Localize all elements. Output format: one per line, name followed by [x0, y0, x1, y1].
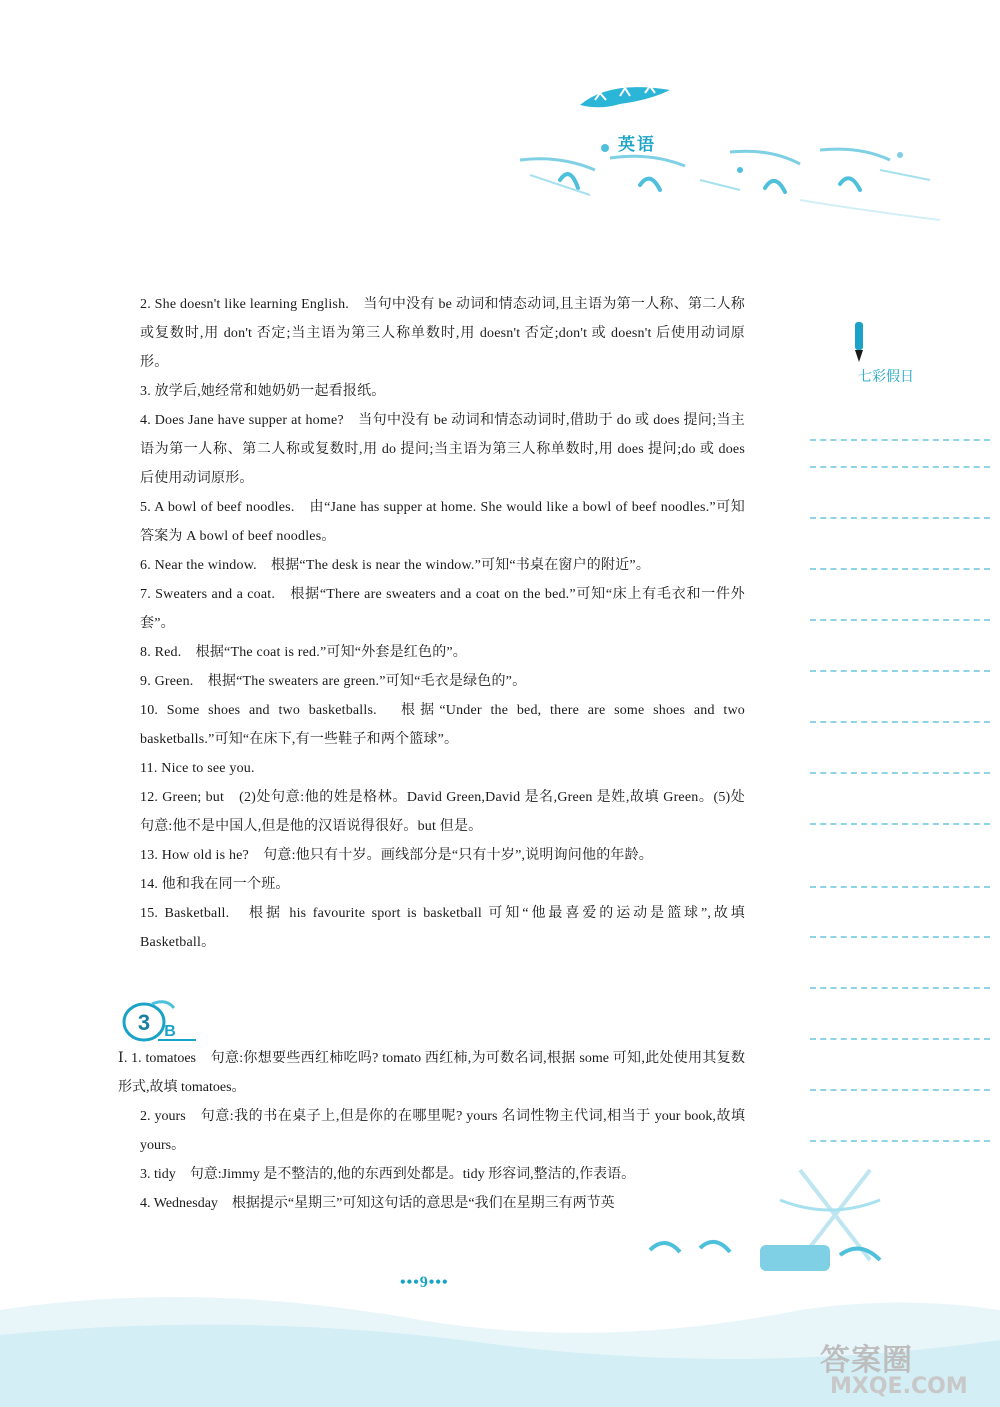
note-line	[810, 772, 990, 774]
section-badge	[118, 996, 198, 1044]
answer-item: 10. Some shoes and two basketballs. 根据“Under the bed, there are some shoes and two basketballs.”可知“在床下,有一些鞋子和两个篮球”。	[140, 703, 745, 747]
note-line	[810, 1089, 990, 1091]
note-line	[810, 1038, 990, 1040]
answer-item: Ⅰ. 1. tomatoes 句意:你想要些西红柿吃吗? tomato 西红柿,为可数名词,根据 some 可知,此处使用其复数形式,故填 tomatoes。	[118, 1051, 745, 1095]
answer-item: 8. Red. 根据“The coat is red.”可知“外套是红色的”。	[140, 645, 468, 660]
sidebar-label: 七彩假日	[858, 369, 914, 385]
note-line	[810, 721, 990, 723]
answer-item: 6. Near the window. 根据“The desk is near the window.”可知“书桌在窗户的附近”。	[140, 558, 651, 573]
section-letter: B	[164, 1023, 176, 1040]
note-line	[810, 886, 990, 888]
answer-item: 11. Nice to see you.	[140, 761, 255, 776]
header-decoration	[500, 60, 970, 230]
note-line	[810, 568, 990, 570]
page-number: •••9•••	[400, 1274, 449, 1291]
answer-item: 9. Green. 根据“The sweaters are green.”可知“毛衣是绿色的”。	[140, 674, 527, 689]
answer-list	[140, 290, 745, 957]
answer-item: 7. Sweaters and a coat. 根据“There are sweaters and a coat on the bed.”可知“床上有毛衣和一件外套”。	[140, 587, 745, 631]
answer-item: 15. Basketball. 根据 his favourite sport is basketball 可知“他最喜爱的运动是篮球”,故填 Basketball。	[140, 906, 745, 950]
answer-item: 3. tidy 句意:Jimmy 是不整洁的,他的东西到处都是。tidy 形容词,整洁的,作表语。	[140, 1167, 636, 1182]
watermark: 答案圈	[820, 1343, 913, 1378]
answer-item: 13. How old is he? 句意:他只有十岁。画线部分是“只有十岁”,说明询问他的年龄。	[140, 848, 653, 863]
note-line	[810, 823, 990, 825]
note-line	[810, 517, 990, 519]
subject-title: 英语	[618, 135, 656, 155]
note-line	[810, 466, 990, 468]
answer-item: 4. Wednesday 根据提示“星期三”可知这句话的意思是“我们在星期三有两节英	[140, 1196, 615, 1211]
section-number: 3	[137, 1010, 151, 1035]
pen-icon	[848, 320, 870, 364]
note-line	[810, 987, 990, 989]
answer-item: 12. Green; but (2)处句意:他的姓是格林。David Green,David 是名,Green 是姓,故填 Green。(5)处句意:他不是中国人,但是他的汉语说得很好。but 但是。	[140, 790, 745, 834]
answer-item: 5. A bowl of beef noodles. 由“Jane has supper at home. She would like a bowl of beef noodles.”可知答案为 A bowl of beef noodles。	[140, 500, 745, 544]
note-line	[810, 1140, 990, 1142]
answer-item: 2. yours 句意:我的书在桌子上,但是你的在哪里呢? yours 名词性物主代词,相当于 your book,故填 yours。	[140, 1109, 745, 1153]
answer-item: 3. 放学后,她经常和她奶奶一起看报纸。	[140, 384, 386, 399]
note-line	[810, 439, 990, 441]
note-line	[810, 619, 990, 621]
answer-item: 2. She doesn't like learning English. 当句中没有 be 动词和情态动词,且主语为第一人称、第二人称或复数时,用 don't 否定;当主语为第三人称单数时,用 doesn't 否定;don't 或 doesn't 后使用动词原形。	[140, 297, 745, 370]
answer-item: 14. 他和我在同一个班。	[140, 877, 290, 892]
answer-item: 4. Does Jane have supper at home? 当句中没有 be 动词和情态动词时,借助于 do 或 does 提问;当主语为第一人称、第二人称或复数时,用 do 提问;当主语为第三人称单数时,用 does 提问;do 或 does 后使用动词原形。	[140, 413, 745, 486]
note-line	[810, 936, 990, 938]
note-line	[810, 670, 990, 672]
watermark-url: MXQE.COM	[830, 1374, 968, 1399]
